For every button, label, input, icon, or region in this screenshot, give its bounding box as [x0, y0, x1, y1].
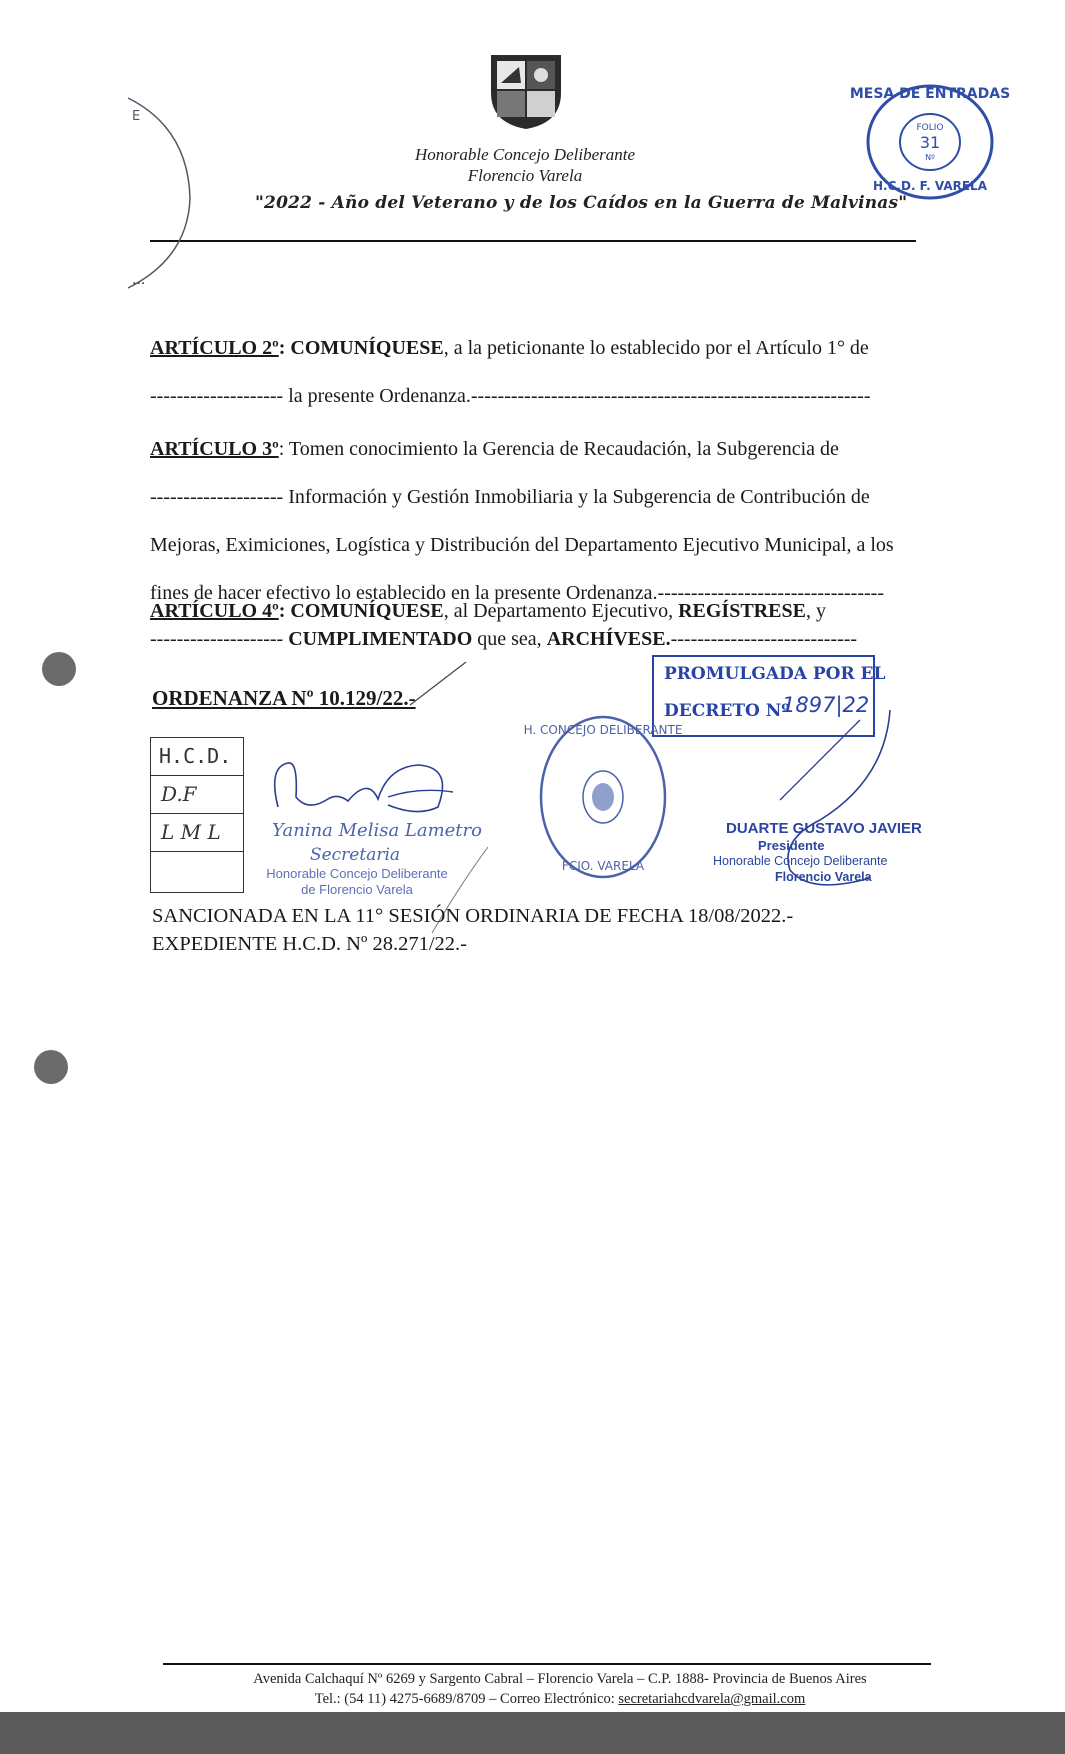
svg-text:...: ...: [132, 272, 146, 288]
svg-text:FOLIO: FOLIO: [916, 123, 944, 133]
svg-text:H. CONCEJO DELIBERANTE: H. CONCEJO DELIBERANTE: [523, 723, 683, 737]
file-number: EXPEDIENTE H.C.D. Nº 28.271/22.-: [152, 933, 467, 955]
svg-text:MESA DE ENTRADAS: MESA DE ENTRADAS: [849, 86, 1011, 102]
article-3-text1: : Tomen conocimiento la Gerencia de Recaudación, la Subgerencia de: [278, 438, 839, 460]
article-2-dashes: --------------------: [150, 385, 284, 407]
article-2-text2: la presente Ordenanza.: [283, 385, 471, 407]
decree-number-handwritten: 1897|22: [782, 693, 870, 717]
article-3-label: ARTÍCULO 3º: [150, 438, 279, 460]
article-3: [150, 425, 915, 617]
secretary-city: de Florencio Varela: [301, 882, 413, 897]
svg-text:Nº: Nº: [925, 153, 935, 162]
article-2-label: ARTÍCULO 2º: [150, 337, 279, 359]
promulgation-line2: DECRETO Nº: [664, 701, 790, 721]
ordinance-text: ORDENANZA Nº 10.129/22.-: [152, 686, 416, 710]
binder-hole-top: [42, 652, 76, 686]
footer-address: Avenida Calchaquí Nº 6269 y Sargento Cabral – Florencio Varela – C.P. 1888- Provincia de Buenos Aires: [253, 1671, 867, 1687]
article-4-label: ARTÍCULO 4º: [150, 600, 279, 622]
margin-partial-stamp: [118, 88, 198, 298]
header-city: Florencio Varela: [467, 166, 583, 185]
president-name: DUARTE GUSTAVO JAVIER: [726, 820, 922, 837]
president-title: Presidente: [758, 838, 825, 853]
article-4-verb3: CUMPLIMENTADO: [288, 628, 473, 650]
article-4-text3: que sea,: [472, 628, 547, 650]
svg-text:31: 31: [919, 133, 941, 152]
sanction-line: SANCIONADA EN LA 11° SESIÓN ORDINARIA DE FECHA 18/08/2022.-: [152, 905, 794, 927]
initials-row-1: H.C.D.: [151, 738, 243, 776]
header-rule: [150, 240, 916, 242]
article-4: ARTÍCULO 4º: COMUNÍQUESE, al Departamento Ejecutivo, REGÍSTRESE, y -------------------- CUMPLIMENTADO que sea, ARCHÍVESE.----------------------------: [150, 600, 858, 650]
president-org: Honorable Concejo Deliberante: [713, 854, 888, 868]
president-city: Florencio Varela: [775, 870, 872, 884]
secretary-org: Honorable Concejo Deliberante: [266, 866, 448, 881]
scan-bottom-band: [0, 1712, 1065, 1754]
article-2-text1: , a la peticionante lo establecido por el Artículo 1° de: [443, 337, 869, 359]
initials-row-2: D.F: [151, 776, 243, 814]
council-round-seal: [523, 712, 683, 882]
article-3-dashes: --------------------: [150, 486, 284, 508]
article-4-verb4: ARCHÍVESE.: [546, 628, 671, 650]
article-4-verb2: REGÍSTRESE: [678, 600, 806, 622]
initials-row-3: L M L: [151, 814, 243, 852]
article-4-text1: , al Departamento Ejecutivo,: [443, 600, 679, 622]
footer-email-link[interactable]: secretariahcdvarela@gmail.com: [618, 1691, 806, 1707]
secretary-name: Yanina Melisa Lametro: [272, 820, 482, 841]
article-2: ARTÍCULO 2º: COMUNÍQUESE, a la peticionante lo establecido por el Artículo 1° de -------------------- la presente Ordenanza.------------------------------------------------------------: [150, 337, 871, 407]
article-4-text2: , y: [805, 600, 826, 622]
article-3-dashes-end: ----------------------------------: [657, 582, 884, 604]
initials-row-4: [151, 852, 243, 890]
footer-rule: [163, 1663, 931, 1665]
article-3-text2: Información y Gestión Inmobiliaria y la Subgerencia de Contribución de: [283, 486, 870, 508]
municipal-crest-logo: [489, 53, 563, 131]
check-mark-pen: [408, 660, 468, 710]
svg-text:H.C.D. F. VARELA: H.C.D. F. VARELA: [873, 179, 987, 193]
binder-hole-bottom: [34, 1050, 68, 1084]
header-institution: Honorable Concejo Deliberante: [414, 145, 635, 164]
secretary-title: Secretaria: [309, 845, 401, 865]
initials-box: [150, 737, 244, 893]
article-2-verb: COMUNÍQUESE: [290, 337, 444, 359]
promulgation-line1: PROMULGADA POR EL: [664, 664, 886, 684]
svg-text:FCIO. VARELA: FCIO. VARELA: [561, 859, 645, 873]
footer-contact: [180, 1691, 940, 1708]
ordinance-number: [152, 686, 416, 711]
footer-contact-prefix: Tel.: (54 11) 4275-6689/8709 – Correo Electrónico:: [314, 1691, 619, 1707]
article-4-dashes-end: ----------------------------: [670, 628, 858, 650]
secretary-signature: [268, 757, 458, 827]
article-4-verb1: COMUNÍQUESE: [290, 600, 444, 622]
svg-text:E: E: [132, 109, 141, 124]
article-2-dashes-end: ------------------------------------------------------------: [470, 385, 871, 407]
article-3-line3: Mejoras, Eximiciones, Logística y Distribución del Departamento Ejecutivo Municipal, a los: [150, 534, 894, 556]
article-3-line4: fines de hacer efectivo lo establecido en la presente Ordenanza.: [150, 582, 658, 604]
header-motto: "2022 - Año del Veterano y de los Caídos en la Guerra de Malvinas": [255, 193, 908, 213]
entry-stamp-seal: [849, 78, 1011, 206]
article-4-dashes: --------------------: [150, 628, 284, 650]
